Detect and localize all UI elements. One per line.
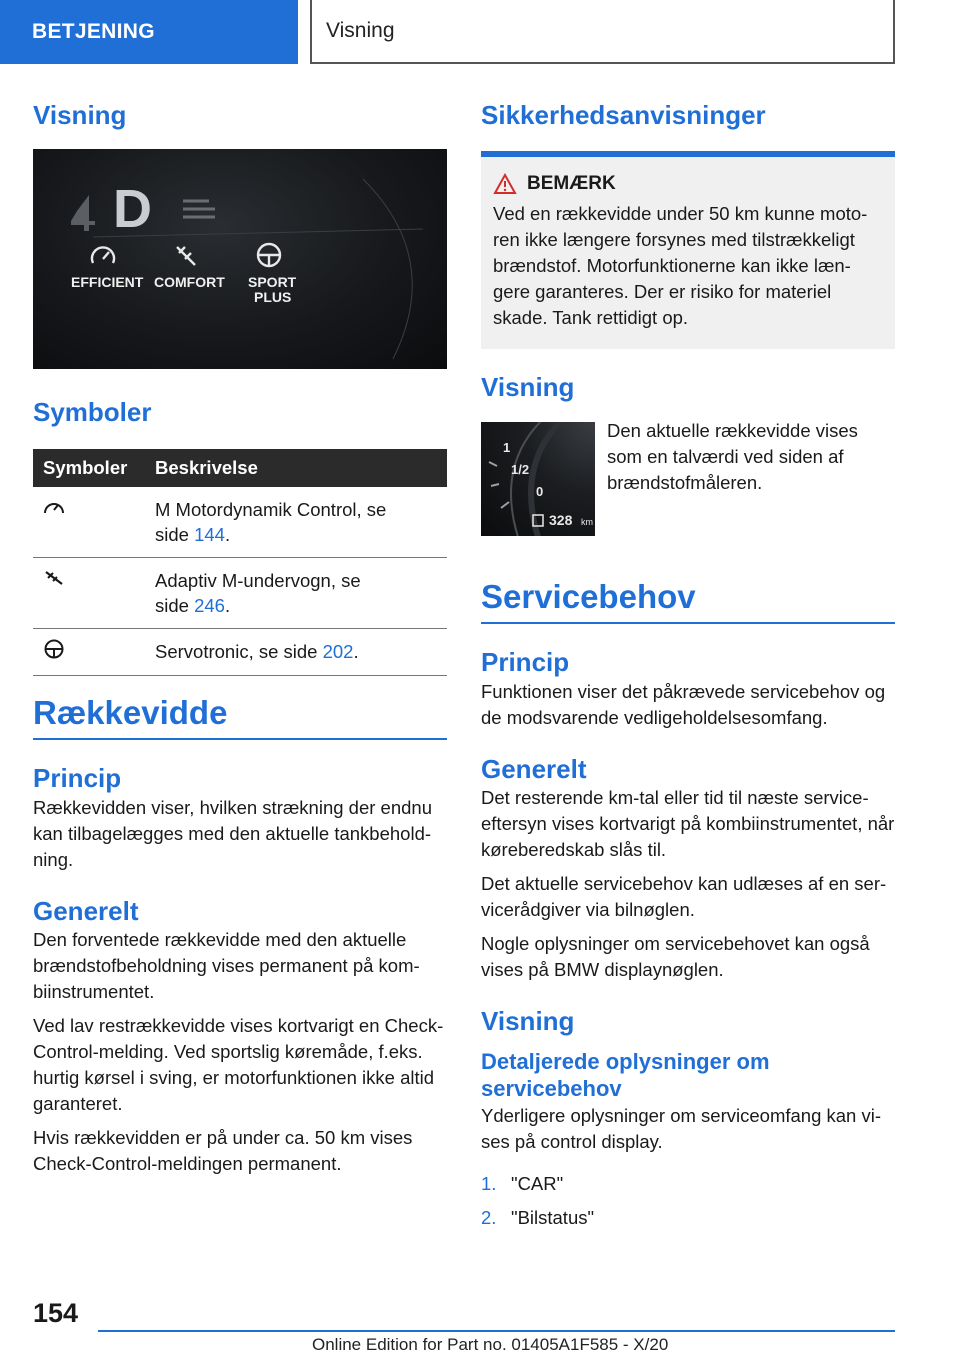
- symbol-table: [33, 449, 447, 676]
- note-title: BEMÆRK: [527, 173, 616, 194]
- page-link[interactable]: 144: [194, 524, 225, 545]
- heading-visning-range: Visning: [481, 372, 575, 402]
- heading-sikkerhedsanvisninger: Sikkerhedsanvisninger: [481, 100, 766, 130]
- mode-efficient: EFFICIENT: [71, 274, 144, 290]
- heading-princip: Princip: [33, 763, 122, 793]
- heading-generelt-service: Generelt: [481, 753, 587, 784]
- warning-triangle-icon: [493, 173, 517, 195]
- detail-text: Yderligere oplysninger om serviceomfang kan vi-ses på control display.: [481, 1104, 881, 1152]
- service-generelt-text-2: Det aktuelle servicebehov kan udlæses af en ser-vicerådgiver via bilnøglen.: [481, 873, 887, 920]
- heading-symboler: Symboler: [33, 397, 152, 427]
- list-item: 2. "Bilstatus": [481, 1206, 595, 1228]
- comfort-icon: [177, 247, 195, 265]
- footer-divider: [98, 1330, 895, 1332]
- mode-sport: SPORT: [248, 274, 297, 290]
- generelt-text-3: Hvis rækkevidden er på under ca. 50 km vises Check-Control-meldingen permanent.: [33, 1127, 413, 1174]
- section-tab: [0, 0, 298, 64]
- gear-indicator: D: [113, 179, 152, 239]
- chapter-tab: [310, 0, 895, 64]
- sport-steering-icon: [258, 244, 280, 266]
- shock-absorber-icon: [43, 569, 65, 587]
- mode-plus: PLUS: [254, 289, 292, 305]
- left-heading-symboler: [33, 397, 447, 428]
- table-header-beskrivelse: Beskrivelse: [145, 449, 447, 487]
- heading-visning: Visning: [33, 100, 127, 130]
- row-text: Servotronic, se side: [155, 641, 323, 662]
- fuel-gauge-image: [481, 422, 595, 536]
- list-item: 1. "CAR": [481, 1172, 564, 1194]
- range-unit: km: [581, 517, 593, 527]
- page-link[interactable]: 202: [322, 641, 354, 662]
- svg-text:1/2: 1/2: [511, 462, 530, 477]
- visning-description: [607, 418, 895, 504]
- table-row: Adaptiv M-undervogn, se side 246.: [33, 558, 447, 629]
- section-raekkevidde: [33, 694, 447, 1185]
- row-text: Adaptiv M-undervogn, se: [155, 570, 361, 591]
- heading-generelt: Generelt: [33, 895, 139, 926]
- service-generelt-text-3: Nogle oplysninger om servicebehovet kan også vises på BMW displaynøglen.: [481, 933, 870, 980]
- dashboard-image: [33, 149, 447, 369]
- efficient-gauge-icon: [92, 247, 114, 263]
- generelt-text-1: Den forventede rækkevidde med den aktuelle brændstofbeholdning vises permanent på kom-biinstrumentet.: [33, 929, 420, 1002]
- left-heading-visning: [33, 100, 447, 131]
- section-label: BETJENING: [32, 20, 155, 43]
- warning-note: [481, 151, 895, 349]
- footer-edition: Online Edition for Part no. 01405A1F585 - X/20: [312, 1335, 669, 1354]
- heading-visning-service: Visning: [481, 1006, 575, 1036]
- heading-princip-service: Princip: [481, 647, 570, 677]
- section-servicebehov: [481, 578, 895, 1239]
- row-text2: side: [155, 595, 195, 616]
- row-text2: side: [155, 524, 195, 545]
- gauge-icon: [43, 498, 65, 516]
- svg-text:0: 0: [536, 484, 544, 499]
- page-number: 154: [33, 1298, 79, 1328]
- generelt-text-2: Ved lav restrækkevidde vises kortvarigt en Check-Control-melding. Ved sportslig køremåde, f.eks. hurtig kørsel i sving, er motorfunktionen ikke altid garanteret.: [33, 1015, 444, 1114]
- heading-servicebehov: Servicebehov: [481, 578, 895, 624]
- mode-comfort: COMFORT: [154, 274, 225, 290]
- row-text: M Motordynamik Control, se: [155, 499, 387, 520]
- service-generelt-text-1: Det resterende km-tal eller tid til næste service-eftersyn vises kortvarigt på kombiinstrumentet, når køreberedskab slås til.: [481, 787, 895, 860]
- table-row: Servotronic, se side 202.: [33, 629, 447, 676]
- heading-raekkevidde: Rækkevidde: [33, 694, 447, 740]
- chapter-label: Visning: [326, 19, 395, 42]
- note-text: Ved en rækkevidde under 50 km kunne moto-ren ikke længere forsynes med tilstrækkeligt brændstof. Motorfunktionerne kan ikke læn-gere garanteres. Der er risiko for materiel skade. Tank rettidigt op.: [493, 203, 868, 328]
- range-value: 328: [549, 512, 573, 528]
- table-row: M Motordynamik Control, se side 144.: [33, 487, 447, 558]
- heading-detaljerede: Detaljerede oplysninger om servicebehov: [481, 1048, 770, 1101]
- page-link[interactable]: 246: [194, 595, 225, 616]
- princip-text: Rækkevidden viser, hvilken strækning der endnu kan tilbagelægges med den aktuelle tankbehold-ning.: [33, 796, 432, 870]
- visning-text: Den aktuelle rækkevidde vises som en talværdi ved siden af brændstofmåleren.: [607, 420, 858, 493]
- steering-wheel-icon: [43, 639, 65, 659]
- table-header-symboler: Symboler: [33, 449, 145, 487]
- right-heading-visning: [481, 372, 895, 403]
- right-heading-sikkerhed: [481, 100, 895, 131]
- svg-text:1: 1: [503, 440, 511, 455]
- service-princip-text: Funktionen viser det påkrævede servicebehov og de modsvarende vedligeholdelsesomfang.: [481, 680, 886, 728]
